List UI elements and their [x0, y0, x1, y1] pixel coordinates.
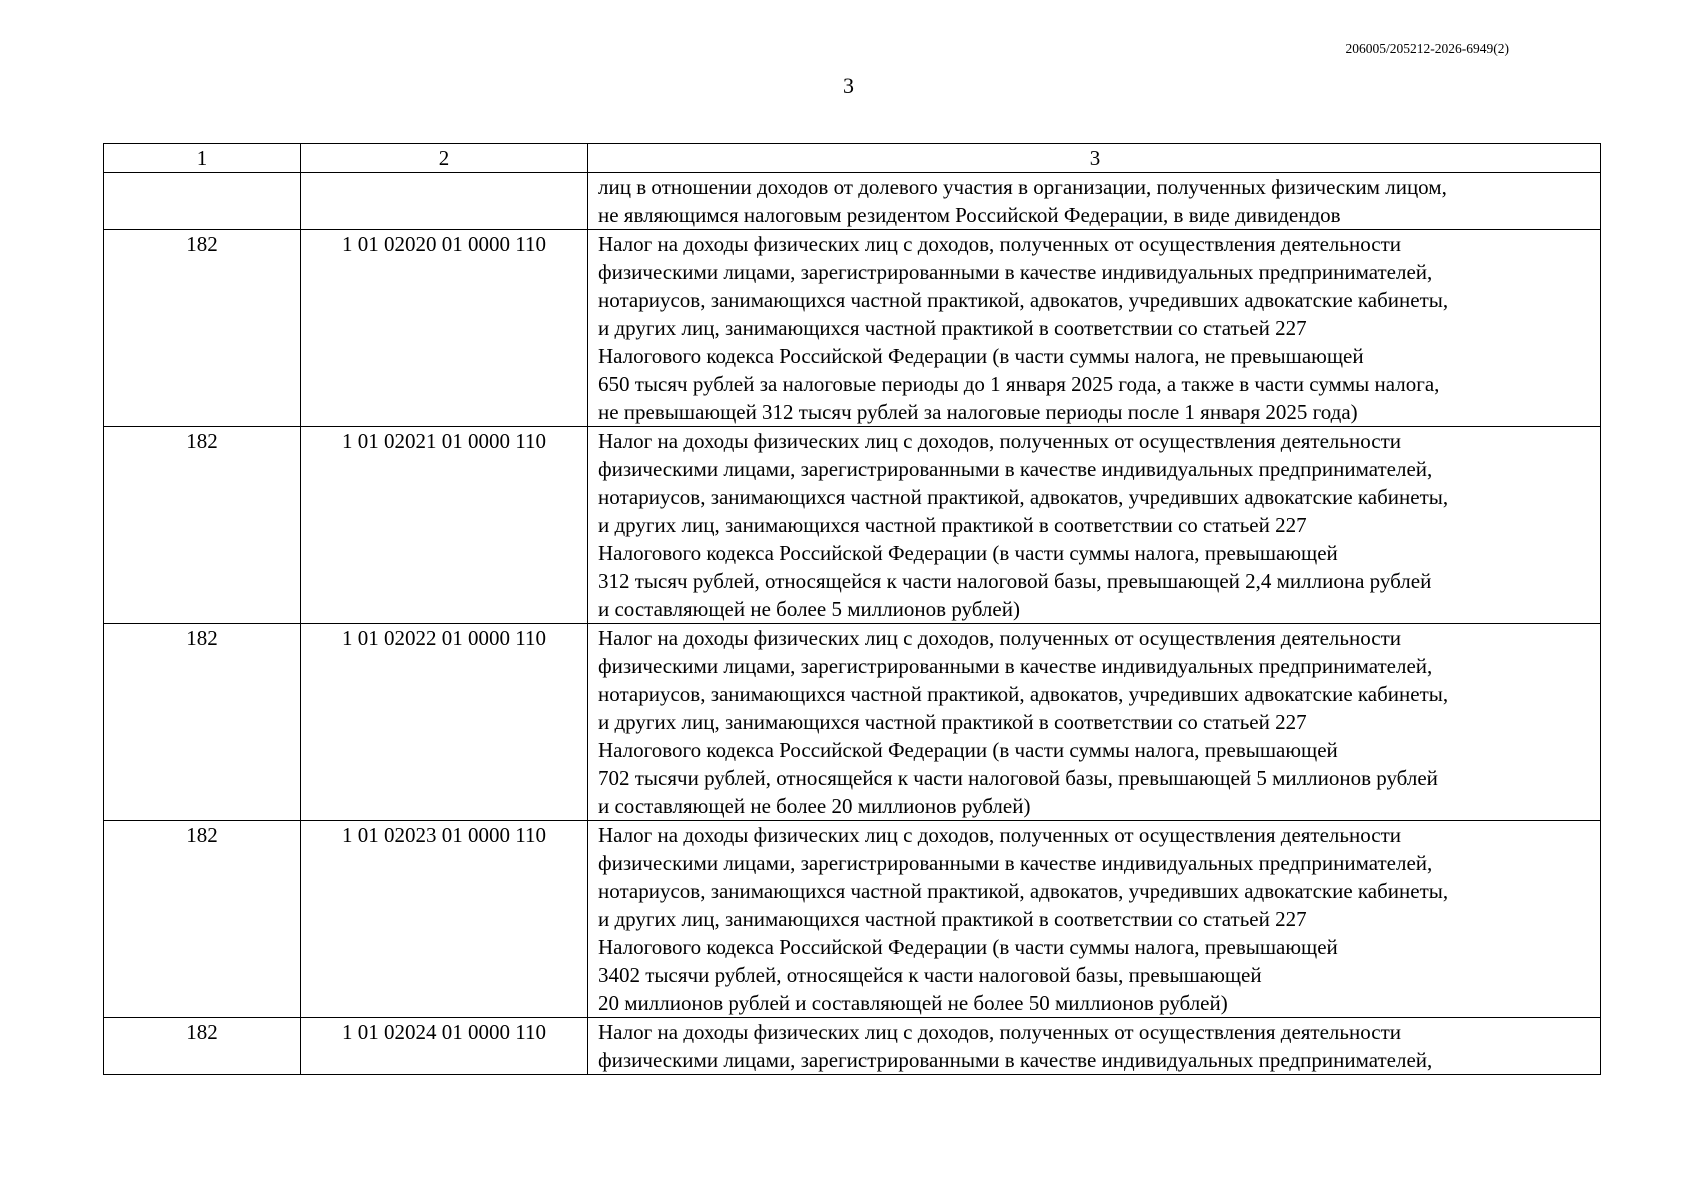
- description-line: и других лиц, занимающихся частной практикой в соответствии со статьей 227: [598, 907, 1307, 931]
- income-description-cell: [588, 427, 1601, 624]
- description-line: Налогового кодекса Российской Федерации (в части суммы налога, не превышающей: [598, 344, 1364, 368]
- income-description-cell: [588, 821, 1601, 1018]
- description-line: лиц в отношении доходов от долевого участия в организации, полученных физическим лицом,: [598, 175, 1447, 199]
- description-line: и других лиц, занимающихся частной практикой в соответствии со статьей 227: [598, 710, 1307, 734]
- budget-classification-code-cell: 1 01 02024 01 0000 110: [301, 1018, 588, 1075]
- description-line: физическими лицами, зарегистрированными в качестве индивидуальных предпринимателей,: [598, 1048, 1433, 1072]
- description-line: не превышающей 312 тысяч рублей за налоговые периоды после 1 января 2025 года): [598, 400, 1358, 424]
- column-header-1: 1: [104, 144, 301, 173]
- column-header-3: 3: [588, 144, 1601, 173]
- description-line: 650 тысяч рублей за налоговые периоды до 1 января 2025 года, а также в части суммы налога,: [598, 372, 1440, 396]
- table-row: [104, 173, 1601, 230]
- description-line: 702 тысячи рублей, относящейся к части налоговой базы, превышающей 5 миллионов рублей: [598, 766, 1438, 790]
- description-line: и составляющей не более 20 миллионов рублей): [598, 794, 1031, 818]
- description-line: нотариусов, занимающихся частной практикой, адвокатов, учредивших адвокатские кабинеты,: [598, 485, 1449, 509]
- income-description-cell: [588, 624, 1601, 821]
- administrator-code-cell: 182: [104, 1018, 301, 1075]
- description-line: нотариусов, занимающихся частной практикой, адвокатов, учредивших адвокатские кабинеты,: [598, 682, 1449, 706]
- description-line: физическими лицами, зарегистрированными в качестве индивидуальных предпринимателей,: [598, 260, 1433, 284]
- budget-classification-table: [103, 143, 1601, 1075]
- column-header-2: 2: [301, 144, 588, 173]
- description-line: Налог на доходы физических лиц с доходов, полученных от осуществления деятельности: [598, 626, 1401, 650]
- table-row: [104, 1018, 1601, 1075]
- description-line: 3402 тысячи рублей, относящейся к части налоговой базы, превышающей: [598, 963, 1262, 987]
- description-line: и других лиц, занимающихся частной практикой в соответствии со статьей 227: [598, 316, 1307, 340]
- description-line: и других лиц, занимающихся частной практикой в соответствии со статьей 227: [598, 513, 1307, 537]
- document-registration-code: 206005/205212-2026-6949(2): [1345, 41, 1509, 56]
- budget-classification-code-cell: 1 01 02021 01 0000 110: [301, 427, 588, 624]
- table-body: [104, 144, 1601, 1075]
- budget-classification-code-cell: [301, 173, 588, 230]
- description-line: Налог на доходы физических лиц с доходов, полученных от осуществления деятельности: [598, 823, 1401, 847]
- description-line: 20 миллионов рублей и составляющей не более 50 миллионов рублей): [598, 991, 1228, 1015]
- administrator-code-cell: 182: [104, 230, 301, 427]
- description-line: 312 тысяч рублей, относящейся к части налоговой базы, превышающей 2,4 миллиона рублей: [598, 569, 1432, 593]
- administrator-code-cell: [104, 173, 301, 230]
- table-header-row: [104, 144, 1601, 173]
- administrator-code-cell: 182: [104, 624, 301, 821]
- budget-classification-code-cell: 1 01 02020 01 0000 110: [301, 230, 588, 427]
- table-row: [104, 821, 1601, 1018]
- description-line: Налог на доходы физических лиц с доходов, полученных от осуществления деятельности: [598, 1020, 1401, 1044]
- table-row: [104, 427, 1601, 624]
- income-description-cell: [588, 173, 1601, 230]
- income-description-cell: [588, 230, 1601, 427]
- table-row: [104, 230, 1601, 427]
- description-line: Налогового кодекса Российской Федерации (в части суммы налога, превышающей: [598, 541, 1338, 565]
- page-number: 3: [843, 73, 854, 98]
- income-description-cell: [588, 1018, 1601, 1075]
- budget-classification-code-cell: 1 01 02022 01 0000 110: [301, 624, 588, 821]
- description-line: нотариусов, занимающихся частной практикой, адвокатов, учредивших адвокатские кабинеты,: [598, 879, 1449, 903]
- administrator-code-cell: 182: [104, 821, 301, 1018]
- description-line: Налог на доходы физических лиц с доходов, полученных от осуществления деятельности: [598, 429, 1401, 453]
- description-line: нотариусов, занимающихся частной практикой, адвокатов, учредивших адвокатские кабинеты,: [598, 288, 1449, 312]
- description-line: физическими лицами, зарегистрированными в качестве индивидуальных предпринимателей,: [598, 851, 1433, 875]
- description-line: не являющимся налоговым резидентом Российской Федерации, в виде дивидендов: [598, 203, 1341, 227]
- description-line: Налогового кодекса Российской Федерации (в части суммы налога, превышающей: [598, 738, 1338, 762]
- budget-classification-code-cell: 1 01 02023 01 0000 110: [301, 821, 588, 1018]
- description-line: Налогового кодекса Российской Федерации (в части суммы налога, превышающей: [598, 935, 1338, 959]
- table-row: [104, 624, 1601, 821]
- description-line: физическими лицами, зарегистрированными в качестве индивидуальных предпринимателей,: [598, 457, 1433, 481]
- description-line: физическими лицами, зарегистрированными в качестве индивидуальных предпринимателей,: [598, 654, 1433, 678]
- description-line: Налог на доходы физических лиц с доходов, полученных от осуществления деятельности: [598, 232, 1401, 256]
- administrator-code-cell: 182: [104, 427, 301, 624]
- description-line: и составляющей не более 5 миллионов рублей): [598, 597, 1020, 621]
